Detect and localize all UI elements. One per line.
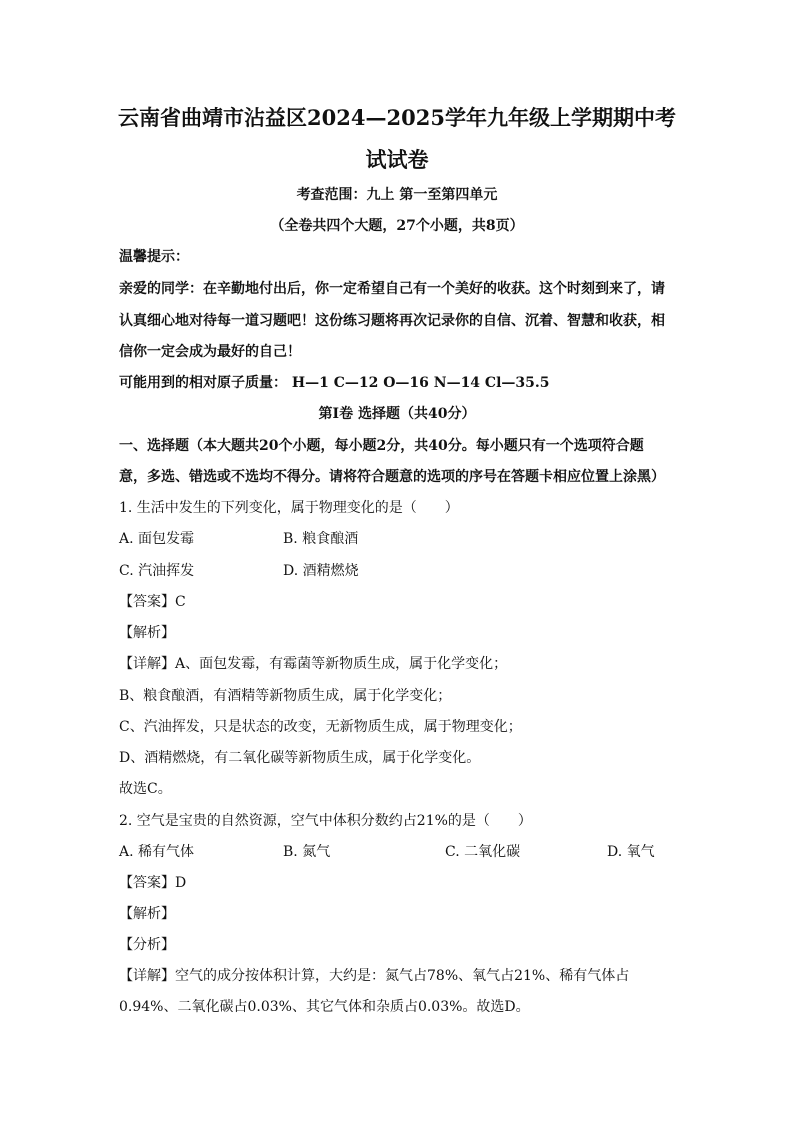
question-1-option-d: D. 酒精燃烧 xyxy=(283,563,359,579)
question-2-option-b: B. 氮气 xyxy=(283,844,331,860)
question-1-detail-2: B、粮食酿酒，有酒精等新物质生成，属于化学变化； xyxy=(119,688,452,704)
question-1-option-b: B. 粮食酿酒 xyxy=(283,531,359,547)
atomic-masses: 可能用到的相对原子质量： H—1 C—12 O—16 N—14 Cl—35.5 xyxy=(119,375,550,391)
question-1-conclusion: 故选C。 xyxy=(119,781,172,797)
question-1-answer: 【答案】C xyxy=(119,594,186,610)
question-2-detail-1: 【详解】空气的成分按体积计算，大约是：氮气占78%、氧气占21%、稀有气体占 xyxy=(119,968,630,984)
question-2-answer: 【答案】D xyxy=(119,875,187,891)
tips-heading: 温馨提示： xyxy=(119,249,189,265)
question-2-detail-2: 0.94%、二氧化碳占0.03%、其它气体和杂质占0.03%。故选D。 xyxy=(119,999,530,1015)
question-2-analysis-note: 【分析】 xyxy=(119,937,175,953)
question-1-detail-3: C、汽油挥发，只是状态的改变，无新物质生成，属于物理变化； xyxy=(119,719,522,735)
question-2-option-a: A. 稀有气体 xyxy=(119,844,195,860)
exam-info: （全卷共四个大题，27个小题，共8页） xyxy=(270,218,524,234)
section-instructions-1: 一、选择题（本大题共20个小题，每小题2分，共40分。每小题只有一个选项符合题 xyxy=(119,438,644,454)
section-instructions-2: 意，多选、错选或不选均不得分。请将符合题意的选项的序号在答题卡相应位置上涂黑） xyxy=(119,469,665,485)
question-2-analysis: 【解析】 xyxy=(119,906,175,922)
question-2-option-d: D. 氧气 xyxy=(607,844,655,860)
question-1-detail-4: D、酒精燃烧，有二氧化碳等新物质生成，属于化学变化。 xyxy=(119,750,481,766)
question-1-option-a: A. 面包发霉 xyxy=(119,531,195,547)
question-2-option-c: C. 二氧化碳 xyxy=(445,844,521,860)
exam-title-line2: 试试卷 xyxy=(365,147,429,172)
question-1-option-c: C. 汽油挥发 xyxy=(119,563,195,579)
exam-scope: 考查范围：九上 第一至第四单元 xyxy=(296,187,498,203)
tips-line-2: 认真细心地对待每一道习题吧！这份练习题将再次记录你的自信、沉着、智慧和收获，相 xyxy=(119,313,665,329)
question-1-analysis: 【解析】 xyxy=(119,625,175,641)
tips-line-3: 信你一定会成为最好的自己！ xyxy=(119,344,301,360)
tips-line-1: 亲爱的同学：在辛勤地付出后，你一定希望自己有一个美好的收获。这个时刻到来了，请 xyxy=(119,281,665,297)
question-2-stem: 2. 空气是宝贵的自然资源，空气中体积分数约占21%的是（ ） xyxy=(119,813,532,829)
section-title: 第Ⅰ卷 选择题（共40分） xyxy=(318,406,476,422)
question-1-detail-1: 【详解】A、面包发霉，有霉菌等新物质生成，属于化学变化； xyxy=(119,656,508,672)
question-1-stem: 1. 生活中发生的下列变化，属于物理变化的是（ ） xyxy=(119,500,459,516)
exam-title-line1: 云南省曲靖市沾益区2024—2025学年九年级上学期期中考 xyxy=(118,105,676,130)
